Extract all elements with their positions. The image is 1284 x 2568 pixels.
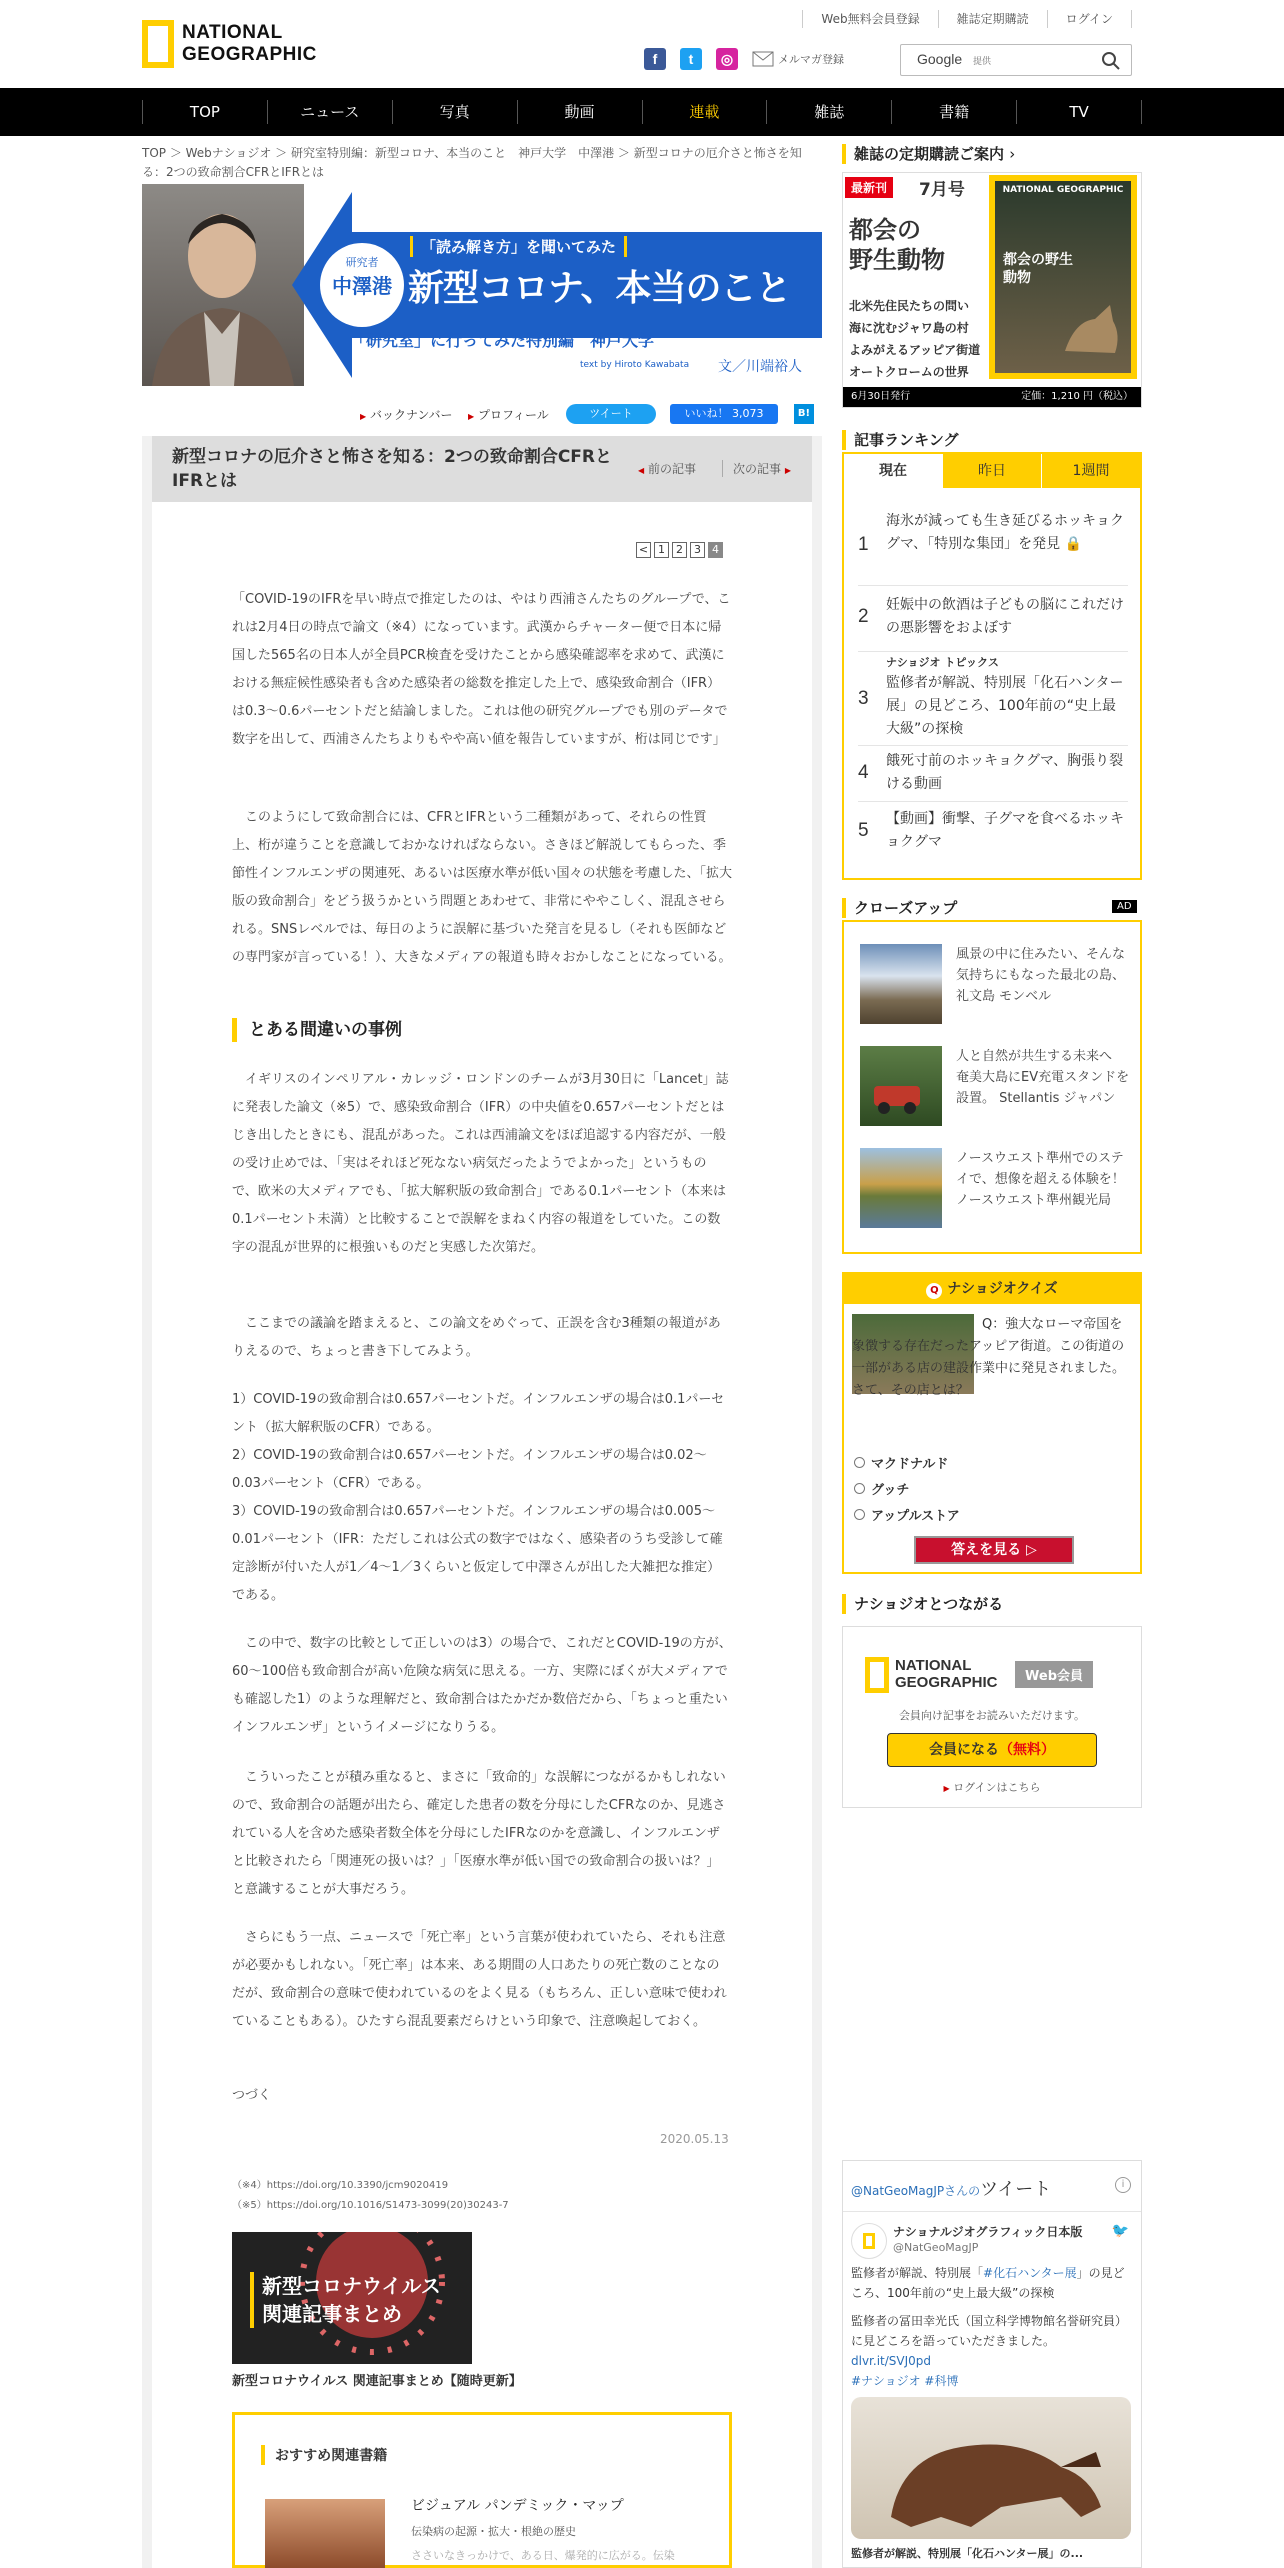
article-toolbar [142,386,822,436]
banner-name: 中澤港 [332,274,392,298]
article-title: 新型コロナの厄介さと怖さを知る：2つの致命割合CFRとIFRとは [172,447,613,491]
mag-line-1: 北米先住民たちの問い [849,299,970,313]
nav-top[interactable]: TOP [142,100,267,124]
paragraph-5-list: 1）COVID-19の致命割合は0.657パーセントだ。インフルエンザの場合は0.1パーセント（拡大解釈版のCFR）である。 2）COVID-19の致命割合は0.657パーセントだ。インフルエンザの場合は0.02～0.03パーセント（CFR）である。 3）COVID-19の致命割合は0.657パーセントだ。インフルエンザの場合は0.005～0.01パーセント（IFR：ただしこれは公式の数字ではなく、感染者のうち受診して確定診断が付いた人が1／4～1／3くらいと仮定して中澤さんが出した大雑把な推定）である。 [232,1392,725,1603]
radio-2[interactable] [854,1483,865,1494]
register-link[interactable]: Web無料会員登録 [802,10,937,28]
pager-3[interactable]: 3 [690,542,705,558]
rec-heading: おすすめ関連書籍 [261,2445,387,2465]
section-heading: とある間違いの事例 [232,1018,402,1042]
ranking-item-1[interactable]: 1 海氷が減っても生き延びるホッキョクグマ、「特別な集団」を発見 🔒 [858,510,1128,586]
coyote-image [1055,291,1125,361]
quiz-icon: Q [926,1283,942,1299]
nav-magazine[interactable]: 雑誌 [766,100,891,124]
pager-1[interactable]: 1 [654,542,669,558]
nav-series[interactable]: 連載 [642,100,767,124]
summary-banner-line2: 関連記事まとめ [262,2302,402,2326]
ranking-item-5[interactable]: 5 【動画】衝撃、子グマを食べるホッキョクグマ [858,811,1124,850]
member-box [842,1626,1142,1808]
mag-price: 定価：1,210 円（税込） [1021,391,1133,402]
twitter-avatar[interactable] [851,2223,887,2259]
twitter-bird-icon: 🐦 [1111,2223,1129,2239]
paragraph-7: こういったことが積み重なると、まさに「致命的」な誤解につながるかもしれないので、致命割合の話題が出たら、確定した患者の数を分母にしたCFRなのか、見逃されている人を含めた感染者数全体を分母にしたIFRなのかを意識し、インフルエンザと比較されたら「関連死の扱いは？」「医療水準が低い国での致命割合の扱いは？」と意識することが大事だろう。 [232,1770,726,1897]
banner-credit: 文／川端裕人 [718,359,802,375]
quiz-heading: Q ナショジオクイズ [844,1274,1140,1304]
connect-heading: ナショジオとつながる [842,1594,1003,1614]
book-cover[interactable] [265,2499,385,2568]
ad-badge: AD [1112,900,1137,913]
login-link-sidebar[interactable]: ▶ ログインはこちら [943,1781,1041,1794]
tab-now[interactable]: 現在 [844,454,942,488]
tweet-button[interactable]: ツイート [566,404,656,424]
mag-month: 7月号 [919,180,965,200]
banner-series: 「研究室」に行ってみた特別編 神戸大学 [350,331,655,350]
ranking-item-4[interactable]: 4 餓死寸前のホッキョクグマ、胸張り裂ける動画 [858,750,1128,802]
nav-photo[interactable]: 写真 [392,100,517,124]
login-link[interactable]: ログイン [1047,10,1132,28]
search-sub: 提供 [973,57,992,67]
closeup-thumb-3 [860,1148,942,1228]
ranking-heading: 記事ランキング [842,430,959,450]
info-icon[interactable]: i [1115,2177,1131,2193]
member-text: 会員向け記事をお読みいただけます。 [898,1709,1086,1722]
prev-article-link[interactable]: ◀ 前の記事 [638,462,696,476]
member-logo: NATIONAL GEOGRAPHIC [895,1657,998,1691]
book-title[interactable]: ビジュアル パンデミック・マップ [411,2498,624,2514]
ranking-item-2[interactable]: 2 妊娠中の飲酒は子どもの脳にこれだけの悪影響をおよぼす [858,594,1128,652]
tweet-caption[interactable]: 監修者が解説、特別展「化石ハンター展」の... [851,2547,1084,2560]
logo-frame-icon [142,20,174,68]
nav-news[interactable]: ニュース [267,100,392,124]
banner-title: 新型コロナ、本当のこと [408,268,791,309]
tweet-text-1: 監修者が解説、特別展「#化石ハンター展」の見どころ、100年前の“史上最大級”の探検 [851,2266,1125,2300]
article-title-bar [152,436,812,502]
quiz-option-1[interactable]: マクドナルド [854,1452,960,1478]
summary-banner-line1: 新型コロナウイルス [262,2274,441,2298]
article-date: 2020.05.13 [660,2132,729,2146]
banner-credit-small: text by Hiroto Kawabata [580,360,690,370]
twitter-icon[interactable]: t [680,48,702,70]
twitter-widget [842,2160,1142,2568]
facebook-icon[interactable]: f [644,48,666,70]
web-member-badge: Web会員 [1015,1661,1093,1688]
tab-week[interactable]: 1週間 [1041,454,1140,488]
social-links [644,48,844,70]
like-button[interactable]: いいね！ 3,073 [670,404,778,424]
mag-title-1: 都会の [849,216,921,244]
paragraph-1: 「COVID-19のIFRを早い時点で推定したのは、やはり西浦さんたちのグループで、これは2月4日の時点で論文（※4）になっています。武漢からチャーター便で日本に帰国した565名の日本人が全員PCR検査を受けたことから感染確認率を求めて、武漢における無症候性感染者も含めた感染者の総数を推定した上で、感染致命割合（IFR）は0.3～0.6パーセントだと結論しました。これは他の研究グループでも別のデータで数字を出して、西浦さんたちよりもやや高い値を報告していますが、桁は同じです」 [232,592,731,747]
pager-prev[interactable]: < [636,542,651,558]
logo-text: NATIONAL GEOGRAPHIC [182,22,317,65]
magazine-cover [989,175,1137,379]
quiz-answer-button[interactable]: 答えを見る ▷ [914,1536,1074,1564]
breadcrumb[interactable]: TOP ＞ Webナショジオ ＞ 研究室特別編：新型コロナ、本当のこと 神戸大学 中澤港 ＞ 新型コロナの厄介さと怖さを知る：2つの致命割合CFRとIFRとは [142,146,802,179]
reference-5[interactable]: （※5）https://doi.org/10.1016/S1473-3099(20)30243-7 [232,2200,509,2211]
mailmag-link[interactable]: メルマガ登録 [752,51,844,67]
article-end: つづく [232,2088,272,2103]
banner-lead: 「読み解き方」を聞いてみた [410,236,627,257]
cover-logo: NATIONAL GEOGRAPHIC [1002,185,1124,195]
mag-line-4: オートクロームの世界 [849,365,969,379]
search-icon[interactable] [1101,51,1121,71]
author-photo [142,184,304,386]
member-logo-frame-icon [865,1657,889,1693]
nav-video[interactable]: 動画 [517,100,642,124]
covid-summary-banner[interactable] [232,2232,472,2364]
pager-4-current: 4 [708,542,723,558]
magazine-heading[interactable]: 雑誌の定期購読ご案内 › [842,144,1015,164]
join-button[interactable]: 会員になる（無料） [887,1733,1097,1767]
nav-tv[interactable]: TV [1016,100,1142,124]
twitter-handle: @NatGeoMagJP [893,2241,979,2254]
mail-icon [752,51,774,67]
paragraph-2: このようにして致命割合には、CFRとIFRという二種類があって、それらの性質上、桁が違うことを意識しておかなければならない。さきほど解説してもらった、季節性インフルエンザの関連死、あるいは医療水準が低い国々の状態を考慮した、「拡大版の致命割合」をどう扱うかという問題とあわせて、非常にややこしく、混乱させられる。SNSレベルでは、毎日のように誤解に基づいた発言を見るし（それも医師などの専門家が言っている！）、大きなメディアの報道も時々おかしなことになっている。 [232,810,732,965]
quiz-question: Q：強大なローマ帝国を象徴する存在だったアッピア街道。この街道の一部がある店の建設作業中に発見されました。さて、その店とは？ [852,1317,1126,1398]
paragraph-3: イギリスのインペリアル・カレッジ・ロンドンのチームが3月30日に「Lancet」誌に発表した論文（※5）で、感染致命割合（IFR）の中央値を0.657パーセントだとはじき出したときにも、混乱があった。これは西浦論文をほぼ追認する内容だが、一般の受け止めでは、「実はそれほど死なない病気だったようでよかった」というもので、欧米の大メディアでも、「拡大解釈版の致命割合」である0.1パーセント（本来は0.1パーセント未満）と比較することで誤解をまねく内容の報道をしていた。この数字の混乱が世界的に根強いものだと実感した次第だ。 [232,1072,729,1255]
profile-link[interactable]: ▶ プロフィール [468,408,549,422]
twitter-widget-head[interactable]: @NatGeoMagJPさんのツイート [851,2179,1052,2200]
search-brand: Google [917,51,963,67]
mag-footer [843,387,1141,407]
radio-3[interactable] [854,1509,865,1520]
closeup-item-3[interactable]: ノースウエスト準州でのステイで、想像を超える体験を！ ノースウエスト準州観光局 [860,1148,1130,1228]
tab-yesterday[interactable]: 昨日 [942,454,1041,488]
main-nav [0,88,1284,136]
next-article-link[interactable]: 次の記事 ▶ [722,460,791,477]
paragraph-8: さらにもう一点、ニュースで「死亡率」という言葉が使われていたら、それも注意が必要かもしれない。「死亡率」は本来、ある期間の人口あたりの死亡数のことなのだが、致命割合の意味で使われているのをよく見る（もちろん、正しい意味で使われていることもある）。ひたすら混乱要素だらけという印象で、注意喚起しておく。 [232,1930,727,2029]
summary-caption[interactable]: 新型コロナウイルス 関連記事まとめ【随時更新】 [232,2374,522,2389]
closeup-item-2[interactable]: 人と自然が共生する未来へ 奄美大島にEV充電スタンドを設置。 Stellantis ジャパン [860,1046,1130,1126]
subscribe-link[interactable]: 雑誌定期購読 [938,10,1047,28]
reference-4[interactable]: （※4）https://doi.org/10.3390/jcm9020419 [232,2180,449,2191]
banner-role: 研究者 [345,256,379,269]
tweet-image[interactable] [851,2397,1131,2539]
magazine-promo[interactable] [842,172,1142,408]
fossil-rhino-image [851,2397,1131,2539]
top-links [802,10,1132,28]
closeup-heading: クローズアップ [842,898,957,918]
series-banner[interactable] [142,184,822,386]
radio-1[interactable] [854,1457,865,1468]
latest-badge: 最新刊 [845,177,893,198]
mag-date: 6月30日発行 [851,391,911,402]
book-description: ささいなきっかけで、ある日、爆発的に広がる。伝染 [411,2549,675,2562]
tweet-text-2: 監修者の冨田幸光氏（国立科学博物館名誉研究員）に見どころを語っていただきました。dlvr.it/SVJ0pd #ナショジオ #科博 [851,2314,1128,2388]
recommended-books-box [232,2412,732,2568]
mag-line-2: 海に沈むジャワ島の村 [849,321,969,335]
pager-2[interactable]: 2 [672,542,687,558]
book-subtitle: 伝染病の起源・拡大・根絶の歴史 [411,2525,576,2538]
mag-title-2: 野生動物 [849,246,945,274]
quiz-box [842,1272,1142,1574]
ranking-item-3[interactable]: 3 ナショジオ トピックス 監修者が解説、特別展「化石ハンター展」の見どころ、100年前の“史上最大級”の探検 [858,654,1128,746]
nav-books[interactable]: 書籍 [891,100,1016,124]
cover-title: 都会の野生動物 [1003,252,1073,286]
closeup-thumb-1 [860,944,942,1024]
quiz-option-2[interactable]: グッチ [854,1478,960,1504]
twitter-name[interactable]: ナショナルジオグラフィック日本版 [893,2225,1083,2239]
backnumber-link[interactable]: ▶ バックナンバー [360,408,453,422]
closeup-item-1[interactable]: 風景の中に住みたい、そんな気持ちにもなった最北の島、礼文島 モンベル [860,944,1130,1024]
quiz-option-3[interactable]: アップルストア [854,1504,960,1530]
closeup-thumb-2 [860,1046,942,1126]
search-input[interactable] [900,44,1132,76]
hatena-button[interactable]: B! [794,404,814,424]
paragraph-6: この中で、数字の比較として正しいのは3）の場合で、これだとCOVID-19の方が、60～100倍も致命割合が高い危険な病気に思える。一方、実際にぼくが大メディアでも確認した1）のような理解だと、致命割合はたかだか数倍だから、「ちょっと重たいインフルエンザ」というイメージになりうる。 [232,1636,732,1735]
mag-line-3: よみがえるアッピア街道 [849,343,981,357]
paragraph-4: ここまでの議論を踏まえると、この論文をめぐって、正誤を含む3種類の報道がありえるので、ちょっと書き下してみよう。 [232,1316,721,1359]
instagram-icon[interactable]: ◎ [716,48,738,70]
pager [636,542,723,558]
